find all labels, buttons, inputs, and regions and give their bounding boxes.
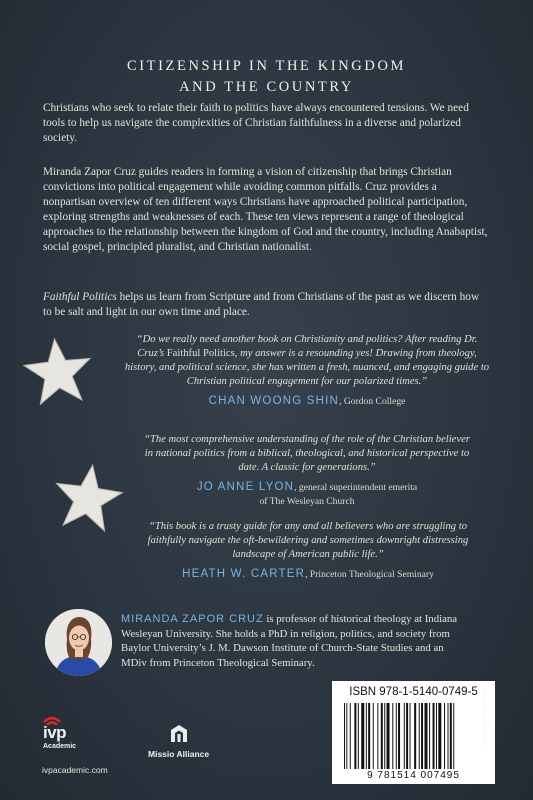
barcode-bar: [350, 703, 351, 769]
endorsement-2-attribution: [142, 480, 472, 509]
barcode-bar: [377, 703, 378, 769]
endorser-name: JO ANNE LYON: [196, 481, 295, 493]
barcode-bar: [410, 703, 411, 769]
barcode-bar: [387, 703, 390, 769]
author-bio-text: is professor of historical theology at Indiana Wesleyan University. She holds a PhD in religion, politics, and society from Baylor University’s J. M. Dawson Institute of Church-State Studies and an MDiv from Princeton Theological Seminary.: [121, 613, 458, 669]
barcode-bar: [354, 703, 356, 769]
endorsement-1-attribution: [124, 394, 490, 409]
paragraph-3-text: helps us learn from Scripture and from Christians of the past as we discern how to be salt and light in our own time and place.: [43, 291, 480, 318]
barcode-bar: [368, 703, 370, 769]
missio-wordmark: Missio Alliance: [148, 749, 210, 759]
heading-line-2: AND THE COUNTRY: [179, 79, 354, 95]
barcode-bars: [344, 703, 484, 769]
endorsement-2: [142, 433, 472, 509]
book-title-italic: Faithful Politics: [43, 291, 117, 303]
barcode-digits: 9 781514 007495: [367, 770, 460, 781]
isbn-barcode: [332, 681, 495, 784]
endorsement-1-quote: [124, 333, 490, 389]
star-icon: [52, 462, 124, 534]
barcode-bar: [406, 703, 408, 769]
barcode-bar: [448, 703, 449, 769]
endorser-affiliation: , general superintendent emerita: [294, 482, 418, 493]
missio-logo-icon: [169, 723, 189, 743]
ivp-academic-label: Academic: [43, 743, 77, 750]
category-vertical-text: RELIGION / POLITICS: [481, 690, 487, 746]
isbn-text: ISBN 978-1-5140-0749-5: [349, 686, 478, 698]
publisher-website[interactable]: ivpacademic.com: [42, 765, 108, 775]
author-photo: [45, 609, 112, 676]
endorser-name: HEATH W. CARTER: [182, 568, 306, 580]
description-paragraph-3: [43, 290, 489, 320]
endorser-affiliation: , Gordon College: [339, 396, 406, 407]
barcode-bar: [429, 703, 430, 769]
barcode-bar: [366, 703, 367, 769]
endorser-affiliation-line-2: of The Wesleyan Church: [259, 496, 355, 507]
ivp-wordmark: ivp: [43, 723, 67, 742]
star-icon: [22, 336, 94, 408]
quote-book-title: Faithful Politics: [166, 348, 235, 359]
barcode-bar: [433, 703, 435, 769]
barcode-bar: [414, 703, 416, 769]
missio-alliance-logo: [148, 723, 209, 759]
endorser-affiliation: , Princeton Theological Seminary: [305, 569, 434, 580]
barcode-bar: [453, 703, 454, 769]
endorsement-2-quote: “The most comprehensive understanding of the role of the Christian believer in national politics from a biblical, theological, and historical perspective to date. A classic for generations.”: [144, 434, 470, 473]
endorsement-3-quote: “This book is a trusty guide for any and all believers who are struggling to faithfully navigate the oft-bewildering and sometimes downright distressing landscape of American public life.”: [147, 521, 469, 560]
description-paragraph-1: Christians who seek to relate their faith to politics have always encountered tensions. We need tools to help us navigate the complexities of Christian faithfulness in a diverse and polarized society.: [43, 102, 469, 144]
author-name: MIRANDA ZAPOR CRUZ: [121, 613, 264, 625]
barcode-bar: [392, 703, 393, 769]
quote-text: “Do we really need another book on Christianity and politics? After reading Dr. Cruz’s: [136, 334, 478, 359]
back-cover-heading: [0, 56, 533, 98]
barcode-bar: [421, 703, 423, 769]
barcode-bar: [425, 703, 428, 769]
barcode-bar: [344, 703, 345, 769]
endorsement-1: [124, 333, 490, 409]
barcode-bar: [361, 703, 364, 769]
barcode-bar: [404, 703, 405, 769]
heading-line-1: CITIZENSHIP IN THE KINGDOM: [126, 58, 407, 74]
barcode-bar: [444, 703, 445, 769]
barcode-bar: [358, 703, 359, 769]
ivp-academic-logo: [42, 712, 82, 757]
barcode-bar: [438, 703, 441, 769]
description-paragraph-2: Miranda Zapor Cruz guides readers in forming a vision of citizenship that brings Christian convictions into political engagement while avoiding common pitfalls. Cruz provides a nonpartisan overview of ten different ways Christians have approached political participation, exploring strengths and weaknesses of each. These ten views represent a range of theological approaches to the relationship between the kingdom of God and the country, including Anabaptist, social gospel, principled pluralist, and Christian nationalist.: [43, 166, 488, 253]
barcode-bar: [346, 703, 347, 769]
barcode-bar: [381, 703, 383, 769]
barcode-bar: [373, 703, 374, 769]
author-bio: [121, 612, 471, 670]
barcode-bar: [419, 703, 420, 769]
endorsement-3-attribution: [132, 567, 484, 582]
barcode-bar: [398, 703, 400, 769]
barcode-bar: [436, 703, 437, 769]
endorser-name: CHAN WOONG SHIN: [208, 395, 340, 407]
barcode-bar: [384, 703, 385, 769]
barcode-bar: [450, 703, 452, 769]
quote-text: , my answer is a resounding yes! Drawing from theology, history, and political science, she has written a fresh, nuanced, and engaging guide to Christian political engagement for our polarized times.”: [124, 348, 490, 387]
endorsement-3: [132, 520, 484, 582]
barcode-bar: [396, 703, 397, 769]
